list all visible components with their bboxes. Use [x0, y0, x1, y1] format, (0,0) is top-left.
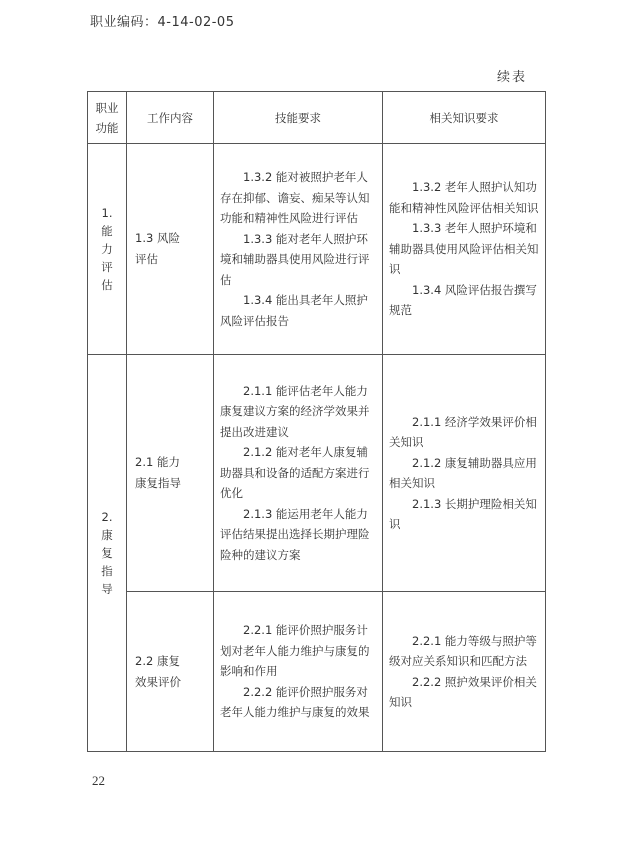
requirement-item: 2.1.1 能评估老年人能力康复建议方案的经济学效果并提出改进建议: [220, 383, 370, 439]
header-skill-requirements: 技能要求: [214, 92, 383, 144]
skills-table: [87, 91, 546, 752]
work-content-cell: 1.3 风险 评估: [127, 144, 214, 355]
requirement-item: 2.1.3 长期护理险相关知识: [389, 496, 537, 531]
requirement-item: 2.1.1 经济学效果评价相关知识: [389, 414, 537, 449]
requirement-item: 2.1.2 康复辅助器具应用相关知识: [389, 455, 537, 490]
function-cell: 2. 康 复 指 导: [88, 355, 127, 752]
continued-label: 续表: [497, 70, 528, 85]
knowledge-cell: [383, 144, 546, 355]
requirement-item: 2.1.2 能对老年人康复辅助器具和设备的适配方案进行优化: [220, 445, 370, 501]
skills-cell: [214, 592, 383, 752]
requirement-item: 1.3.4 能出具老年人照护风险评估报告: [220, 293, 368, 328]
requirement-item: 2.2.1 能评价照护服务计划对老年人能力维护与康复的影响和作用: [220, 623, 370, 679]
knowledge-cell: [383, 355, 546, 592]
requirement-item: 2.2.2 能评价照护服务对老年人能力维护与康复的效果: [220, 684, 370, 720]
requirement-item: 2.2.1 能力等级与照护等级对应关系知识和匹配方法: [389, 633, 537, 668]
work-content-cell: 2.2 康复 效果评价: [127, 592, 214, 752]
work-content-cell: 2.1 能力 康复指导: [127, 355, 214, 592]
skills-cell: [214, 355, 383, 592]
requirement-item: 1.3.3 能对老年人照护环境和辅助器具使用风险进行评估: [220, 231, 370, 287]
requirement-item: 2.1.3 能运用老年人能力评估结果提出选择长期护理险险种的建议方案: [220, 506, 370, 562]
table-row: [88, 144, 546, 355]
requirement-item: 1.3.2 老年人照护认知功能和精神性风险评估相关知识: [389, 180, 539, 215]
function-cell: 1. 能 力 评 估: [88, 144, 127, 355]
header-knowledge-requirements: 相关知识要求: [383, 92, 546, 144]
knowledge-cell: [383, 592, 546, 752]
requirement-item: 1.3.4 风险评估报告撰写规范: [389, 282, 537, 318]
skills-cell: [214, 144, 383, 355]
occupation-code: 职业编码：4-14-02-05: [90, 15, 235, 30]
page-number: 22: [92, 773, 105, 788]
table-header-row: [88, 92, 546, 144]
requirement-item: 2.2.2 照护效果评价相关知识: [389, 674, 537, 709]
header-work-content: 工作内容: [127, 92, 214, 144]
table-row: [88, 355, 546, 592]
table-row: [88, 592, 546, 752]
requirement-item: 1.3.3 老年人照护环境和辅助器具使用风险评估相关知识: [389, 221, 539, 277]
requirement-item: 1.3.2 能对被照护老年人存在抑郁、谵妄、痴呆等认知功能和精神性风险进行评估: [220, 170, 370, 225]
header-function: 职业 功能: [88, 92, 127, 144]
